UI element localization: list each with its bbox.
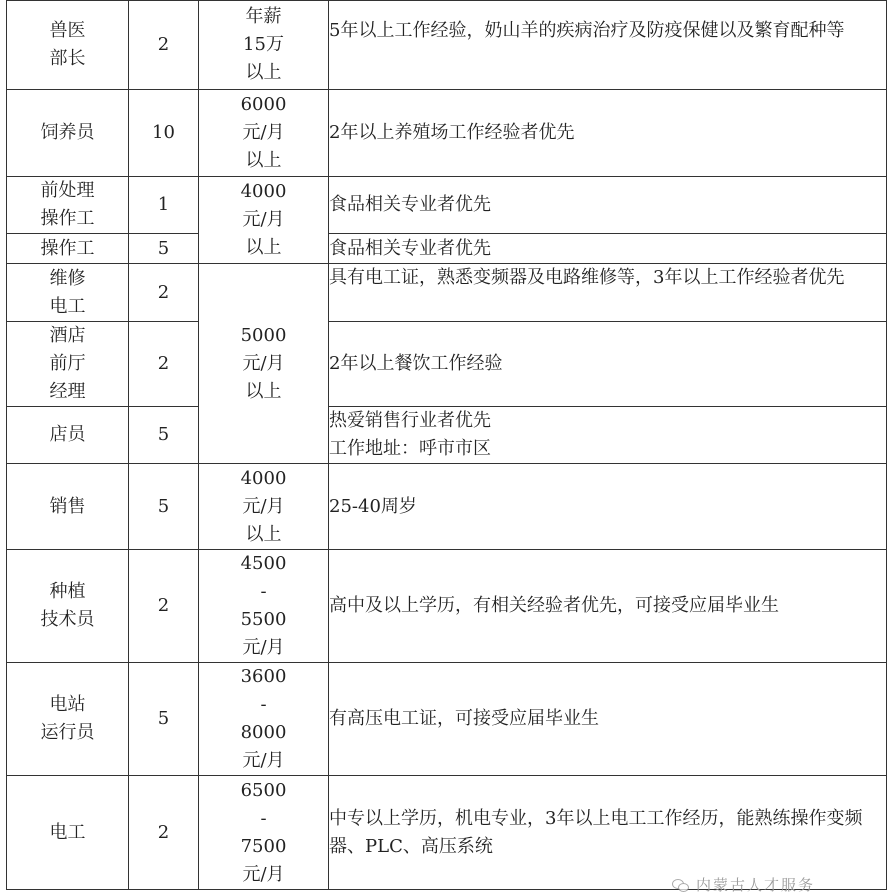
requirement: 食品相关专业者优先 xyxy=(329,194,491,215)
salary: 6000 元/月 以上 xyxy=(240,94,287,171)
headcount-cell xyxy=(129,407,199,464)
job-title: 种植 技术员 xyxy=(40,581,95,630)
headcount: 5 xyxy=(157,424,170,445)
headcount-cell xyxy=(129,264,199,322)
salary-cell xyxy=(199,264,329,464)
headcount: 10 xyxy=(152,122,175,143)
table-row xyxy=(7,663,887,776)
salary: 5000 元/月 以上 xyxy=(240,324,287,402)
job-title-cell xyxy=(7,264,129,322)
salary-cell xyxy=(199,177,329,264)
headcount: 2 xyxy=(157,34,170,55)
salary: 6500 - 7500 元/月 xyxy=(240,779,287,885)
requirement: 具有电工证，熟悉变频器及电路维修等，3年以上工作经验者优先 xyxy=(329,267,845,288)
headcount-cell xyxy=(129,663,199,776)
salary-cell xyxy=(199,464,329,550)
salary: 4000 元/月 以上 xyxy=(240,181,287,258)
requirement: 食品相关专业者优先 xyxy=(329,237,491,259)
job-title: 兽医 部长 xyxy=(49,20,86,69)
job-title-cell xyxy=(7,464,129,550)
headcount: 2 xyxy=(157,281,170,303)
job-title-cell xyxy=(7,234,129,264)
headcount: 5 xyxy=(157,237,170,259)
headcount: 2 xyxy=(157,595,170,616)
salary-cell xyxy=(199,663,329,776)
table-row xyxy=(7,264,887,322)
headcount: 5 xyxy=(157,495,170,517)
headcount-cell xyxy=(129,776,199,890)
table-row xyxy=(7,464,887,550)
requirement: 2年以上养殖场工作经验者优先 xyxy=(329,122,575,143)
requirement-cell xyxy=(329,322,887,407)
requirement-cell xyxy=(329,776,887,890)
table-row xyxy=(7,177,887,234)
requirement: 25-40周岁 xyxy=(329,495,417,517)
job-title: 销售 xyxy=(49,495,86,517)
requirement: 2年以上餐饮工作经验 xyxy=(329,353,503,374)
headcount-cell xyxy=(129,322,199,407)
job-title: 前处理 操作工 xyxy=(40,180,95,229)
table-row xyxy=(7,407,887,464)
job-title: 电工 xyxy=(49,821,86,843)
job-title: 操作工 xyxy=(40,237,95,259)
requirement-cell xyxy=(329,464,887,550)
table-row xyxy=(7,1,887,90)
salary-cell xyxy=(199,776,329,890)
salary-cell xyxy=(199,90,329,177)
salary: 4000 元/月 以上 xyxy=(240,467,287,545)
job-title-cell xyxy=(7,90,129,177)
table-row xyxy=(7,550,887,663)
headcount-cell xyxy=(129,90,199,177)
requirement: 5年以上工作经验，奶山羊的疾病治疗及防疫保健以及繁育配种等 xyxy=(329,20,845,41)
headcount-cell xyxy=(129,234,199,264)
requirement: 有高压电工证，可接受应届毕业生 xyxy=(329,708,599,729)
requirement-cell xyxy=(329,177,887,234)
headcount-cell xyxy=(129,464,199,550)
job-title-cell xyxy=(7,177,129,234)
salary-cell xyxy=(199,1,329,90)
job-listing-table xyxy=(6,0,887,890)
requirement-cell xyxy=(329,663,887,776)
salary-cell xyxy=(199,550,329,663)
salary: 年薪 15万 以上 xyxy=(243,6,284,83)
headcount: 5 xyxy=(157,708,170,729)
requirement-cell xyxy=(329,550,887,663)
headcount-cell xyxy=(129,1,199,90)
headcount: 2 xyxy=(157,353,170,374)
job-title-cell xyxy=(7,663,129,776)
headcount: 1 xyxy=(157,194,170,215)
headcount: 2 xyxy=(157,821,170,843)
requirement-cell xyxy=(329,407,887,464)
table-row xyxy=(7,90,887,177)
headcount-cell xyxy=(129,177,199,234)
watermark-text: 内蒙古人才服务 xyxy=(696,876,816,894)
requirement-cell xyxy=(329,90,887,177)
requirement: 热爱销售行业者优先 工作地址：呼市市区 xyxy=(329,410,491,459)
requirement-cell xyxy=(329,264,887,322)
wechat-icon xyxy=(672,879,688,891)
salary: 3600 - 8000 元/月 xyxy=(240,666,287,771)
requirement-cell xyxy=(329,1,887,90)
job-title: 店员 xyxy=(49,424,86,445)
job-title: 饲养员 xyxy=(40,122,95,143)
job-title-cell xyxy=(7,550,129,663)
headcount-cell xyxy=(129,550,199,663)
job-title-cell xyxy=(7,322,129,407)
table-row xyxy=(7,776,887,890)
requirement-cell xyxy=(329,234,887,264)
table-row xyxy=(7,322,887,407)
job-title-cell xyxy=(7,1,129,90)
job-title-cell xyxy=(7,407,129,464)
job-title: 维修 电工 xyxy=(49,267,86,317)
job-title-cell xyxy=(7,776,129,890)
requirement: 中专以上学历，机电专业，3年以上电工工作经历，能熟练操作变频器、PLC、高压系统 xyxy=(329,807,863,857)
watermark xyxy=(672,876,815,893)
job-title: 酒店 前厅 经理 xyxy=(49,325,86,402)
requirement: 高中及以上学历，有相关经验者优先，可接受应届毕业生 xyxy=(329,595,779,616)
salary: 4500 - 5500 元/月 xyxy=(240,553,287,658)
job-title: 电站 运行员 xyxy=(40,694,95,743)
table-row xyxy=(7,234,887,264)
